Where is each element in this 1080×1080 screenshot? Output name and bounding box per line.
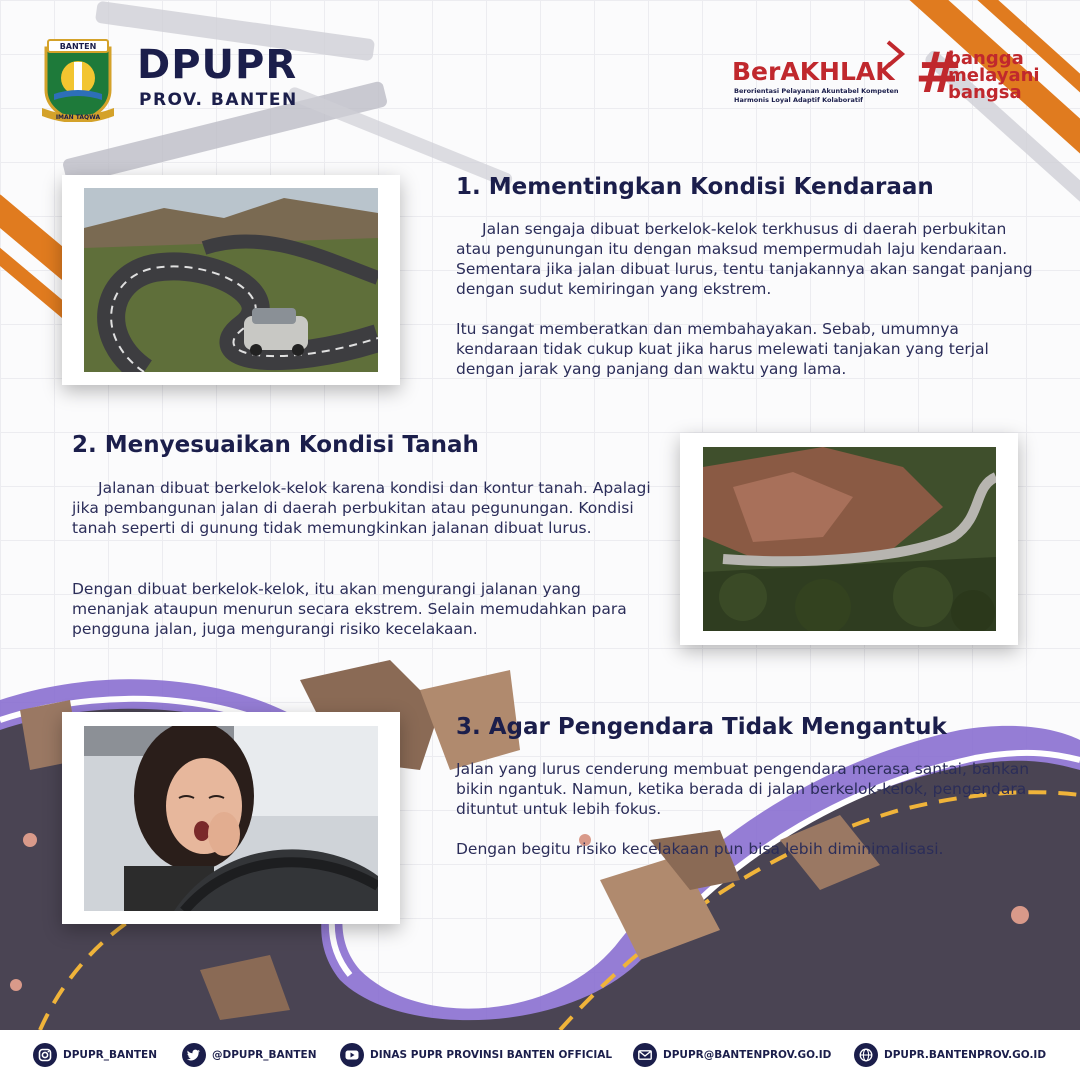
footer-instagram[interactable] (33, 1043, 157, 1067)
email-address: DPUPR@BANTENPROV.GO.ID (663, 1049, 832, 1061)
berakhlak-line-2: Harmonis Loyal Adaptif Kolaboratif (734, 96, 864, 104)
section-2-paragraph-1-text: Jalanan dibuat berkelok-kelok karena kondisi dan kontur tanah. Apalagi jika pembangunan jalan di daerah perbukitan atau pegunungan. Kondisi tanah seperti di gunung tidak memungkinkan jalanan dibuat lurus. (72, 479, 651, 537)
photo-aerial-road (703, 447, 996, 631)
youtube-channel: DINAS PUPR PROVINSI BANTEN OFFICIAL (370, 1049, 613, 1061)
berakhlak-chevron-icon (884, 40, 906, 68)
instagram-icon (33, 1043, 57, 1067)
footer-website[interactable] (854, 1043, 1046, 1067)
footer-email[interactable] (633, 1043, 831, 1067)
brand-subtitle: PROV. BANTEN (139, 90, 298, 110)
pebble (10, 979, 22, 991)
section-2-paragraph-1 (72, 478, 662, 538)
section-1-paragraph-1-text: Jalan sengaja dibuat berkelok-kelok terkhusus di daerah perbukitan atau pengunungan itu dengan maksud mempermudah laju kendaraan. Sementara jika jalan dibuat lurus, tentu tanjakannya akan sangat panjang dengan sudut kemiringan yang ekstrem. (456, 220, 1033, 298)
tagline-word-2: melayani (948, 65, 1040, 86)
section-1-paragraph-2: Itu sangat memberatkan dan membahayakan. Sebab, umumnya kendaraan tidak cukup kuat jika harus melewati tanjakan yang terjal dengan jarak yang panjang dan waktu yang lama. (456, 320, 989, 378)
brand-title: DPUPR (137, 42, 298, 88)
crest-bottom-text: IMAN TAQWA (55, 114, 101, 121)
pebble (1011, 906, 1029, 924)
tagline-hash: # (915, 41, 962, 106)
crest-top-text: BANTEN (59, 42, 97, 51)
photo-frame-2 (680, 433, 1018, 645)
photo-drowsy-driver (84, 726, 378, 911)
section-3-paragraph-1: Jalan yang lurus cenderung membuat pengendara merasa santai, bahkan bikin ngantuk. Namun, ketika berada di jalan berkelok-kelok, pengendara dituntut untuk lebih fokus. (456, 760, 1030, 818)
section-2-heading: 2. Menyesuaikan Kondisi Tanah (72, 432, 479, 458)
section-1-paragraph-1 (456, 219, 1041, 299)
section-3-heading: 3. Agar Pengendara Tidak Mengantuk (456, 714, 947, 740)
youtube-icon (340, 1043, 364, 1067)
berakhlak-line-1: Berorientasi Pelayanan Akuntabel Kompeten (734, 87, 899, 95)
decor-stroke-gray (286, 86, 514, 189)
email-icon (633, 1043, 657, 1067)
photo-winding-road (84, 188, 378, 372)
photo-frame-1 (62, 175, 400, 385)
twitter-handle: @DPUPR_BANTEN (212, 1049, 317, 1061)
tagline-word-3: bangsa (948, 82, 1022, 103)
footer-bar (0, 1030, 1080, 1080)
footer-twitter[interactable] (182, 1043, 317, 1067)
section-1-heading: 1. Mementingkan Kondisi Kendaraan (456, 174, 934, 200)
website-url: DPUPR.BANTENPROV.GO.ID (884, 1049, 1047, 1061)
footer-youtube[interactable] (340, 1043, 612, 1067)
tagline-word-1: bangga (948, 48, 1024, 69)
instagram-handle: DPUPR_BANTEN (63, 1049, 158, 1061)
pebble (23, 833, 37, 847)
section-3-paragraph-2: Dengan begitu risiko kecelakaan pun bisa lebih diminimalisasi. (456, 840, 944, 858)
banten-crest-logo (40, 38, 116, 122)
globe-icon (854, 1043, 878, 1067)
twitter-icon (182, 1043, 206, 1067)
berakhlak-logo: BerAKHLAK (732, 57, 895, 86)
photo-frame-3 (62, 712, 400, 924)
section-2-paragraph-2: Dengan dibuat berkelok-kelok, itu akan mengurangi jalanan yang menanjak ataupun menurun secara ekstrem. Selain memudahkan para pengguna jalan, juga mengurangi risiko kecelakaan. (72, 580, 627, 638)
